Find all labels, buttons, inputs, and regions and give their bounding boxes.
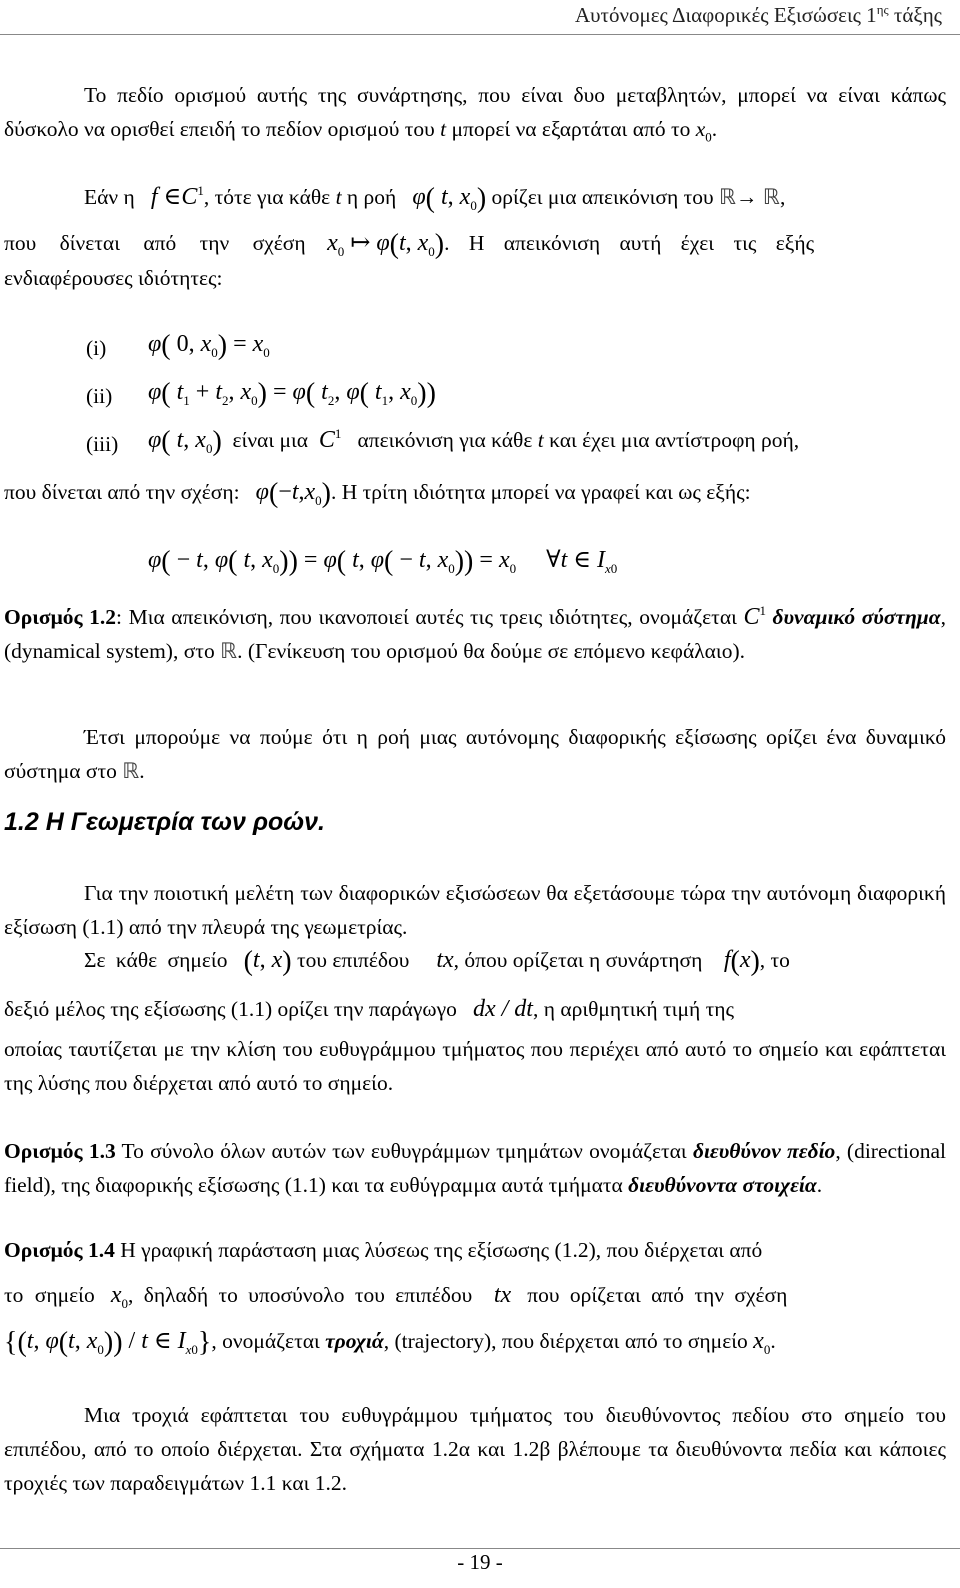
- definition-1-4-line3: {(t, φ(t, $x_0$)) / t ∈ $I_{x0}$}, ονομάζεται τροχιά, (trajectory), που διέρχεται από το σημείο $x_0$.: [4, 1327, 776, 1358]
- definition-1-4-line1: Ορισμός 1.4 Η γραφική παράσταση μιας λύσεως της εξίσωσης (1.2), που διέρχεται από: [4, 1238, 763, 1262]
- paragraph-flow-line1: Εάν η f $\in C^1$, τότε για κάθε t η ροή φ( t, $x_0$) ορίζει μια απεικόνιση του ℝ→ ℝ,: [84, 183, 786, 214]
- property-iii-label: (iii): [86, 432, 119, 456]
- property-ii-equation: φ( $t_1 + t_2$, $x_0) = \varphi$( $t_2$, φ( $t_1$, $x_0$)): [148, 378, 436, 409]
- real-numbers-symbol: ℝ: [719, 185, 737, 210]
- inverse-identity-equation: φ( − t, φ( t, $x_0)) = \varphi$( t, φ( − t, $x_0)) = x_0$ ∀t ∈ $I_{x0}$: [148, 546, 618, 577]
- paragraph-flow-line3: ενδιαφέρουσες ιδιότητες:: [4, 266, 223, 290]
- paragraph-slope-line2: δεξιό μέλος της εξίσωσης (1.1) ορίζει την παράγωγο dx / dt, η αριθμητική τιμή της: [4, 996, 735, 1022]
- page-number: - 19 -: [457, 1550, 503, 1574]
- running-header: Αυτόνομες Διαφορικές Εξισώσεις $1^{\eta\varsigma}$ τάξης: [574, 2, 942, 27]
- paragraph-dynamical-system: Έτσι μπορούμε να πούμε ότι η ροή μιας αυτόνομης διαφορικής εξίσωσης ορίζει ένα δυναμικό σύστημα στο ℝ.: [4, 725, 946, 784]
- definition-1-4-line2: το σημείο $x_0$, δηλαδή το υποσύνολο του επιπέδου tx που ορίζεται από την σχέση: [4, 1282, 788, 1311]
- definition-1-2: Ορισμός 1.2: Μια απεικόνιση, που ικανοποιεί αυτές τις τρεις ιδιότητες, ονομάζεται $C^1$ δυναμικό σύστημα, (dynamical system), στο ℝ. (Γενίκευση του ορισμού θα δούμε σε επόμενο κεφάλαιο).: [4, 603, 946, 664]
- footer-rule: [0, 1548, 960, 1549]
- paragraph-flow-line2: που δίνεται από την σχέση $x_0$ ↦ φ(t, $x_0$). Η απεικόνιση αυτή έχει τις εξής: [4, 229, 815, 260]
- section-heading: 1.2 Η Γεωμετρία των ροών.: [4, 808, 325, 836]
- property-ii-label: (ii): [86, 384, 113, 408]
- property-iii-text: φ( t, $x_0$) είναι μια $C^1$ απεικόνιση για κάθε t και έχει μια αντίστροφη ροή,: [148, 426, 800, 457]
- property-i-label: (i): [86, 336, 107, 360]
- property-i-equation: φ( 0, $x_0) = x_0$: [148, 330, 270, 361]
- paragraph-geometry-intro: Για την ποιοτική μελέτη των διαφορικών εξισώσεων θα εξετάσουμε τώρα την αυτόνομη διαφορική εξίσωση (1.1) από την πλευρά της γεωμετρίας.: [4, 881, 946, 939]
- inverse-flow-line: που δίνεται από την σχέση: $\varphi(-t,x_0)$. Η τρίτη ιδιότητα μπορεί να γραφεί και ως εξής:: [4, 478, 751, 509]
- paragraph-trajectories: Μια τροχιά εφάπτεται του ευθυγράμμου τμήματος του διευθύνοντος πεδίου στο σημείο του επιπέδου, από το οποίο διέρχεται. Στα σχήματα 1.2α και 1.2β βλέπουμε τα διευθύνοντα πεδία και κάποιες τροχιές των παραδειγμάτων 1.1 και 1.2.: [4, 1403, 946, 1495]
- header-rule: [0, 34, 960, 35]
- paragraph-slope-line1: Σε κάθε σημείο (t, x) του επιπέδου tx, όπου ορίζεται η συνάρτηση f(x), το: [84, 946, 790, 977]
- paragraph-slope-rest: οποίας ταυτίζεται με την κλίση του ευθυγράμμου τμήματος που περιέχει από αυτό το σημείο και εφάπτεται της λύσης που διέρχεται από αυτό το σημείο.: [4, 1037, 946, 1095]
- definition-1-3: Ορισμός 1.3 Το σύνολο όλων αυτών των ευθυγράμμων τμημάτων ονομάζεται διευθύνον πεδίο, (directional field), της διαφορικής εξίσωσης (1.1) και τα ευθύγραμμα αυτά τμήματα διευθύνοντα στοιχεία.: [4, 1139, 946, 1197]
- paragraph-domain: Το πεδίο ορισμού αυτής της συνάρτησης, που είναι δυο μεταβλητών, μπορεί να είναι κάπως δύσκολο να ορισθεί επειδή το πεδίον ορισμού του t μπορεί να εξαρτάται από το $x_0$.: [4, 83, 946, 145]
